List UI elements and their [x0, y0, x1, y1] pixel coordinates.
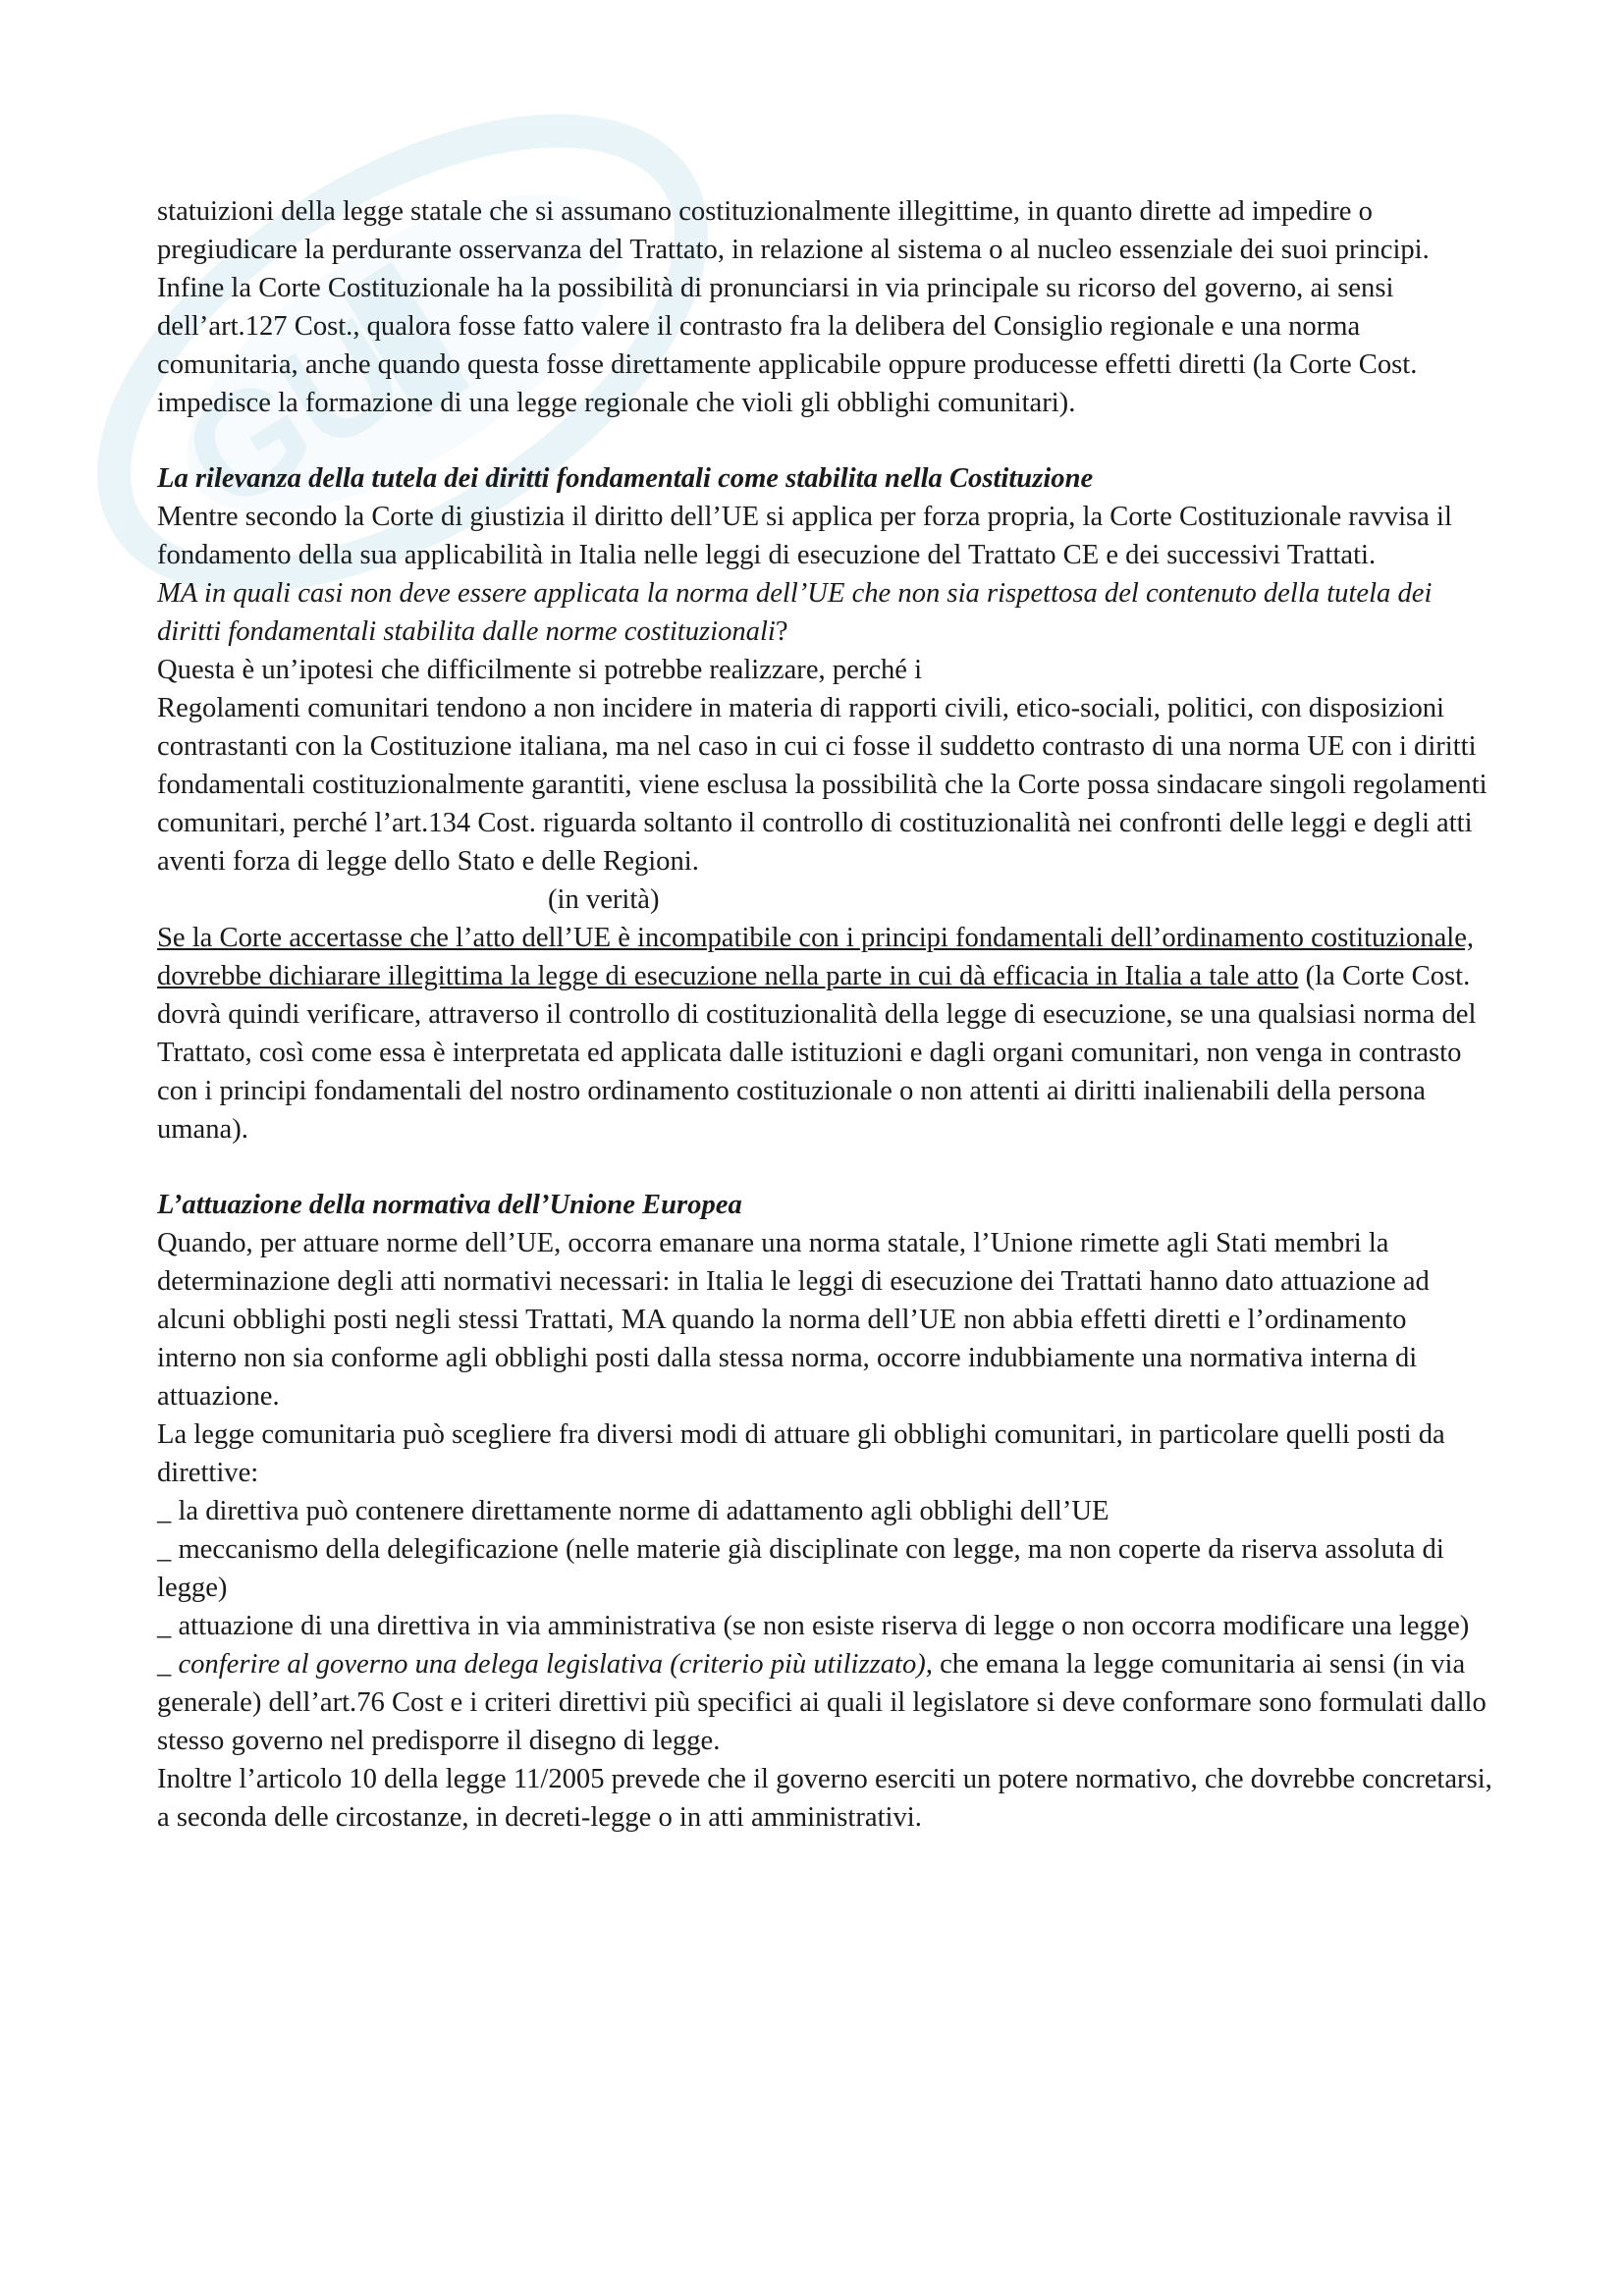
- section-heading-diritti-fondamentali: La rilevanza della tutela dei diritti fondamentali come stabilita nella Costituzione: [157, 463, 1094, 494]
- question-mark: ?: [775, 616, 788, 647]
- paragraph-illegittima: [157, 919, 1492, 1148]
- paragraph-question: [157, 574, 1492, 651]
- paragraph-regolamenti: Regolamenti comunitari tendono a non incidere in materia di rapporti civili, etico-sociali, politici, con disposizioni contrastanti con la Costituzione italiana, ma nel caso in cui ci fosse il suddetto contrasto di una norma UE con i diritti fondamentali costituzionalmente garantiti, viene esclusa la possibilità che la Corte possa sindacare singoli regolamenti comunitari, perché l’art.134 Cost. riguarda soltanto il controllo di costituzionalità nei confronti delle leggi e degli atti aventi forza di legge dello Stato e delle Regioni.: [157, 693, 1488, 877]
- svg-text:GU: GU: [155, 285, 431, 543]
- list-item: _ la direttiva può contenere direttamente norme di adattamento agli obblighi dell’UE: [157, 1496, 1109, 1526]
- list-item: _ attuazione di una direttiva in via amministrativa (se non esiste riserva di legge o non occorra modificare una legge): [157, 1611, 1470, 1641]
- underlined-text: Se la Corte accertasse che l’atto dell’UE è incompatibile con i principi fondamentali dell’ordinamento costituzionale, dovrebbe dichiarare illegittima la legge di esecuzione nella parte in cui dà efficacia in Italia a tale atto: [157, 923, 1475, 991]
- paragraph-statuizioni: statuizioni della legge statale che si assumano costituzionalmente illegittime, in quanto dirette ad impedire o pregiudicare la perdurante osservanza del Trattato, in relazione al sistema o al nucleo essenziale dei suoi principi.: [157, 196, 1430, 265]
- note-in-verita: (in verità): [548, 884, 660, 915]
- paragraph-controllo: (la Corte Cost. dovrà quindi verificare, attraverso il controllo di costituzionalità della legge di esecuzione, se una qualsiasi norma del Trattato, così come essa è interpretata ed applicata dalle istituzioni e dagli organi comunitari, non venga in contrasto con i principi fondamentali del nostro ordinamento costituzionale o non attenti ai diritti inalienabili della persona umana).: [157, 961, 1477, 1145]
- paragraph-corte-giustizia: Mentre secondo la Corte di giustizia il diritto dell’UE si applica per forza propria, la Corte Costituzionale ravvisa il fondamento della sua applicabilità in Italia nelle leggi di esecuzione del Trattato CE e dei successivi Trattati.: [157, 502, 1452, 570]
- section-heading-attuazione: L’attuazione della normativa dell’Unione Europea: [157, 1190, 742, 1220]
- paragraph-articolo-10: Inoltre l’articolo 10 della legge 11/2005 prevede che il governo eserciti un potere normativo, che dovrebbe concretarsi, a seconda delle circostanze, in decreti-legge o in atti amministrativi.: [157, 1764, 1492, 1833]
- paragraph-legge-comunitaria: La legge comunitaria può scegliere fra diversi modi di attuare gli obblighi comunitari, in particolare quelli posti da direttive:: [157, 1419, 1445, 1488]
- paragraph-ipotesi: Questa è un’ipotesi che difficilmente si potrebbe realizzare, perché i: [157, 655, 923, 685]
- list-item-delega: [157, 1645, 1492, 1760]
- delega-italic: _ conferire al governo una delega legislativa (criterio più utilizzato),: [157, 1649, 933, 1680]
- document-page: [157, 192, 1492, 1837]
- delega-rest: che emana la legge comunitaria ai sensi (in via generale) dell’art.76 Cost e i criteri direttivi più specifici ai quali il legislatore si deve conformare sono formulati dallo stesso governo nel predisporre il disegno di legge.: [157, 1649, 1487, 1756]
- paragraph-corte-costituzionale: Infine la Corte Costituzionale ha la possibilità di pronunciarsi in via principale su ricorso del governo, ai sensi dell’art.127 Cost., qualora fosse fatto valere il contrasto fra la delibera del Consiglio regionale e una norma comunitaria, anche quando questa fosse direttamente applicabile oppure producesse effetti diretti (la Corte Cost. impedisce la formazione di una legge regionale che violi gli obblighi comunitari).: [157, 273, 1418, 418]
- list-item: _ meccanismo della delegificazione (nelle materie già disciplinate con legge, ma non coperte da riserva assoluta di legge): [157, 1534, 1444, 1603]
- paragraph-attuare-norme: Quando, per attuare norme dell’UE, occorra emanare una norma statale, l’Unione rimette agli Stati membri la determinazione degli atti normativi necessari: in Italia le leggi di esecuzione dei Trattati hanno dato attuazione ad alcuni obblighi posti negli stessi Trattati, MA quando la norma dell’UE non abbia effetti diretti e l’ordinamento interno non sia conforme agli obblighi posti dalla stessa norma, occorre indubbiamente una normativa interna di attuazione.: [157, 1228, 1430, 1412]
- question-italic: MA in quali casi non deve essere applicata la norma dell’UE che non sia rispettosa del contenuto della tutela dei diritti fondamentali stabilita dalle norme costituzionali: [157, 578, 1433, 647]
